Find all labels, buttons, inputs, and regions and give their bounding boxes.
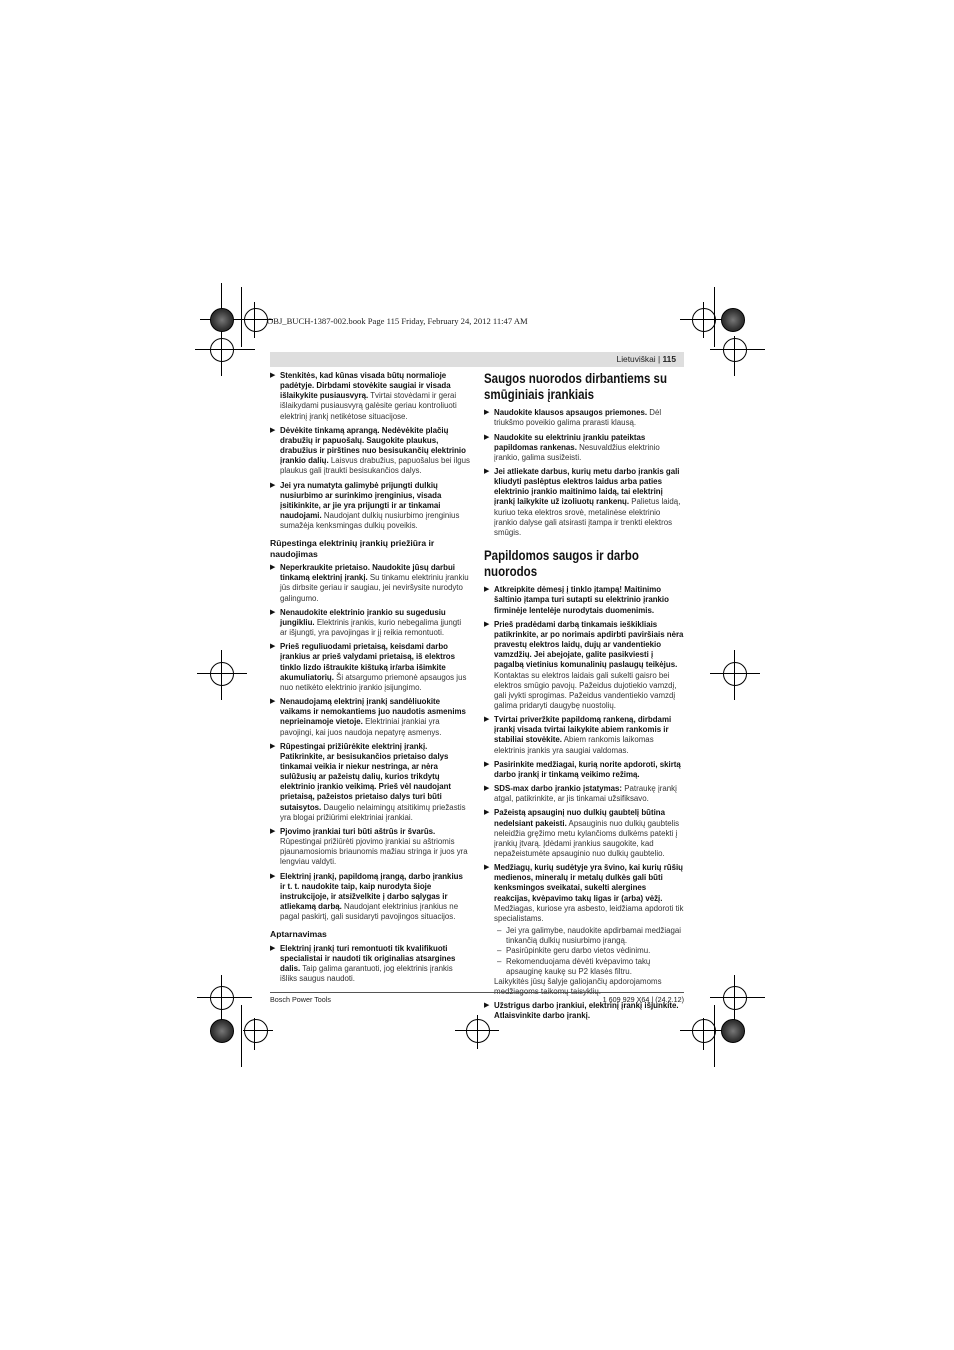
- care-item: [270, 827, 470, 868]
- item-bold-text: Naudokite su elektriniu įrankiu pateiktas papildomas rankenas.: [494, 432, 646, 452]
- item-bold-text: Elektrinį įrankį turi remontuoti tik kvalifikuoti specialistai ir naudoti tik originalias atsargines dalis.: [280, 943, 456, 974]
- note-regulations: Laikykitės jūsų šalyje galiojančių apdorojamoms: [494, 976, 662, 986]
- bullet-arrow-icon: ▶: [270, 698, 276, 706]
- item-normal-text: Rūpestingai prižiūrėti pjovimo įrankiai su aštriomis pjaunamosiomis briaunomis mažiau stringa ir juos yra lengviau valdyti.: [280, 837, 468, 867]
- item-normal-text: Kontaktas su elektros laidais gali sukelti gaisro bei elektros smūgio pavojų. Pažeidus dujotiekio vamzdį, gali įvykti sprogimas. Pažeidus vandentiekio vamzdį galima pridaryti daugybę nuostolių.: [494, 670, 677, 710]
- right-column: [484, 371, 684, 1026]
- additional-item: [484, 620, 684, 711]
- care-item: [270, 608, 470, 638]
- item-bold-text: Užstrigus darbo įrankiui, elektrinį įrankį išjunkite. Atlaisvinkite darbo įrankį.: [494, 1001, 679, 1021]
- crosshair-icon: [210, 986, 234, 1010]
- safety-item: [270, 426, 470, 477]
- item-bold-text: Nenaudojamą elektrinį įrankį sandėliuokite vaikams ir nemokantiems juo naudotis asmenims neprieinamoje vietoje.: [280, 697, 466, 727]
- item-bold-text: Dėvėkite tinkamą aprangą. Nedėvėkite plačių drabužių ir papuošalų. Saugokite plaukus, drabužius ir pirštines nuo besisukančių elektrinio įrankio dalių.: [280, 425, 466, 466]
- item-normal-text: Dėl triukšmo poveikio galima prarasti klausą.: [494, 408, 662, 428]
- item-normal-text: Naudojant dulkių nusiurbimo įrenginius sumažėja kenksmingas dulkių poveikis.: [280, 511, 460, 531]
- care-item: [270, 642, 470, 693]
- item-bold-text: Pažeistą apsauginį nuo dulkių gaubtelį būtina nedelsiant pakeisti.: [494, 808, 665, 828]
- item-normal-text: Daugelio nelaimingų atsitikimų priežastis yra blogai prižiūrimi elektriniai įrankiai.: [280, 802, 466, 822]
- page-header: [270, 352, 684, 367]
- bullet-arrow-icon: ▶: [270, 426, 276, 434]
- item-bold-text: Medžiagų, kurių sudėtyje yra švino, kai kurių rūšių medienos, mineralų ir metalų dulkės gali būti kenksmingos sveikatai, sukelti alergines reakcijas, kvėpavimo takų ligas ir (arba) vėžį.: [494, 863, 683, 903]
- item-normal-text: Naudojant elektrinius įrankius ne pagal paskirtį, gali susidaryti pavojingos situacijos.: [280, 902, 459, 922]
- item-normal-text: Nesuvaldžius elektrinio įrankio, galima susižeisti.: [494, 442, 660, 462]
- item-bold-text: Pasirinkite medžiagai, kurią norite apdoroti, skirtą darbo įrankį ir tinkamą veikimo režimą.: [494, 759, 681, 779]
- bullet-arrow-icon: ▶: [270, 944, 276, 952]
- item-bold-text: Atkreipkite dėmesį į tinklo įtampą! Maitinimo šaltinio įtampa turi sutapti su elektrinio įrankio firminėje lentelėje nurodytais duomenimis.: [494, 585, 669, 615]
- final-item: [484, 1001, 684, 1021]
- bullet-arrow-icon: ▶: [484, 809, 490, 817]
- dash-bullet-icon: –: [497, 956, 502, 966]
- footer-code: 1 609 929 X64 | (24.2.12): [602, 995, 684, 1004]
- additional-item: [484, 715, 684, 756]
- item-bold-text: Jei yra numatyta galimybė prijungti dulkių nusiurbimo ar surinkimo įrenginius, visada įsitikinkite, ar jie yra prijungti ir ar tinkamai naudojami.: [280, 480, 442, 521]
- crosshair-icon: [210, 338, 234, 362]
- additional-item: [484, 585, 684, 615]
- item-bold-text: Naudokite klausos apsaugos priemones.: [494, 408, 648, 418]
- crosshair-icon: [692, 308, 716, 332]
- dash-item-text: Jei yra galimybe, naudokite apdirbamai medžiagai tinkančią dulkių nusiurbimo įrangą.: [506, 926, 682, 946]
- left-column: [270, 371, 470, 988]
- header-language: Lietuviškai: [616, 354, 656, 364]
- care-item: [270, 872, 470, 923]
- safety-item: [270, 481, 470, 532]
- crosshair-icon: [723, 662, 747, 686]
- dash-list-item: [484, 957, 684, 977]
- item-bold-text: Pjovimo įrankiai turi būti aštrūs ir švarūs.: [280, 826, 436, 836]
- bullet-arrow-icon: ▶: [270, 742, 276, 750]
- dash-list-item: [484, 946, 684, 956]
- footer-rule: [270, 992, 684, 993]
- heading-additional-instructions: Papildomos saugos ir darbo nuorodos: [484, 548, 639, 579]
- item-normal-text: Patraukę įrankį atgal, patikrinkite, ar jis tinkamai užsifiksavo.: [494, 784, 677, 804]
- crosshair-icon: [210, 662, 234, 686]
- item-normal-text: Laisvus drabužius, papuošalus bei ilgus plaukus gali įtraukti besisukančios dalys.: [280, 456, 470, 476]
- item-normal-text: Abiem rankomis laikomas elektrinis įrankis yra saugiai valdomas.: [494, 735, 654, 755]
- bullet-arrow-icon: ▶: [484, 760, 490, 768]
- impact-item: [484, 467, 684, 538]
- additional-item: [484, 863, 684, 924]
- item-bold-text: SDS-max darbo įrankio įstatymas:: [494, 784, 623, 794]
- bullet-arrow-icon: ▶: [484, 467, 490, 475]
- item-bold-text: Jei atliekate darbus, kurių metu darbo įrankis gali kliudyti paslėptus elektros laidus arba paties elektrinio įrankio maitinimo laidą, tai elektrinį įrankį laikykite už izoliuotų rankenų.: [494, 466, 680, 507]
- footer-brand: Bosch Power Tools: [270, 995, 331, 1004]
- section-care-title: Rūpestinga elektrinių įrankių priežiūra ir naudojimas: [270, 538, 435, 559]
- impact-item: [484, 408, 684, 428]
- dash-item-text: Pasirūpinkite geru darbo vietos vėdinimu.: [506, 946, 651, 956]
- service-item: [270, 944, 470, 985]
- bullet-arrow-icon: ▶: [484, 433, 490, 441]
- bullet-arrow-icon: ▶: [484, 1002, 490, 1010]
- heading-impact-tools: Saugos nuorodos dirbantiems su smūginiais įrankiais: [484, 371, 668, 402]
- dash-bullet-icon: –: [497, 946, 502, 956]
- dash-bullet-icon: –: [497, 926, 502, 936]
- crosshair-icon: [723, 338, 747, 362]
- item-normal-text: Su tinkamu elektriniu įrankiu jūs dirbsite geriau ir saugiau, jei neviršysite nurodyto galingumo.: [280, 573, 469, 603]
- crosshair-icon: [692, 1019, 716, 1043]
- registration-dot-icon: [210, 308, 234, 332]
- item-normal-text: Ši atsargumo priemonė apsaugos jus nuo netikėto elektrinio įrankio įsijungimo.: [280, 672, 467, 692]
- bullet-arrow-icon: ▶: [484, 864, 490, 872]
- bullet-arrow-icon: ▶: [270, 827, 276, 835]
- item-bold-text: Prieš pradėdami darbą tinkamais ieškikliais patikrinkite, ar po norimais apdirbti paviršiais nėra pravestų elektros laidų, dujų ar vandentiekio vamzdžių. Jei abejojate, galite pasikviesti į pagalbą vietinius komunalinių paslaugų teikėjus.: [494, 619, 684, 670]
- item-normal-text: Apsauginis nuo dulkių gaubtelis neleidžia gręžimo metu kylančioms dulkėms patekti į įrankių įtvarą. Įdėdami įrankius saugokite, kad nepažeistumėte apsauginio nuo dulkių gaubtelio.: [494, 818, 680, 858]
- header-separator: |: [657, 354, 661, 364]
- item-bold-text: Stenkitės, kad kūnas visada būtų normalioje padėtyje. Dirbdami stovėkite saugiai ir visada išlaikykite pusiausvyrą.: [280, 371, 451, 401]
- item-bold-text: Tvirtai priveržkite papildomą rankeną, dirbdami įrankį visada tvirtai laikykite abiem rankomis ir stabiliai stovėkite.: [494, 715, 672, 745]
- bullet-arrow-icon: ▶: [270, 643, 276, 651]
- dash-item-text: Rekomenduojama dėvėti kvėpavimo takų apsauginę kaukę su P2 klasės filtru.: [506, 956, 651, 976]
- crosshair-icon: [244, 1019, 268, 1043]
- additional-item: [484, 808, 684, 859]
- bullet-arrow-icon: ▶: [484, 620, 490, 628]
- care-item: [270, 563, 470, 604]
- item-normal-text: Palietus laidą, kuriuo teka elektros srovė, metalinėse elektrinio įrankio dalyse gali atsirasti įtampa ir trenkti elektros smūgis.: [494, 497, 681, 537]
- impact-item: [484, 433, 684, 463]
- safety-item: [270, 371, 470, 422]
- item-bold-text: Neperkraukite prietaiso. Naudokite jūsų darbui tinkamą elektrinį įrankį.: [280, 563, 455, 583]
- item-bold-text: Elektrinį įrankį, papildomą įrangą, darbo įrankius ir t. t. naudokite taip, kaip nurodyta šioje instrukcijoje, ir atsižvelkite į darbo sąlygas ir atliekamą darbą.: [280, 871, 463, 911]
- item-bold-text: Prieš reguliuodami prietaisą, keisdami darbo įrankius ar prieš valydami prietaisą, iš elektros tinklo lizdo ištraukite kištuką ir/arba išimkite akumuliatorių.: [280, 642, 456, 682]
- bullet-arrow-icon: ▶: [270, 372, 276, 379]
- item-bold-text: Nenaudokite elektrinio įrankio su sugedusiu jungikliu.: [280, 607, 446, 627]
- registration-dot-icon: [210, 1019, 234, 1043]
- file-info: OBJ_BUCH-1387-002.book Page 115 Friday, February 24, 2012 11:47 AM: [267, 316, 528, 326]
- registration-dot-icon: [721, 308, 745, 332]
- bullet-arrow-icon: ▶: [270, 564, 276, 572]
- section-service-title: Aptarnavimas: [270, 929, 327, 940]
- item-bold-text: Rūpestingai prižiūrėkite elektrinį įrankį. Patikrinkite, ar besisukančios prietaiso dalys tinkamai veikia ir niekur nestringa, ar nėra sulūžusių ar pažeistų dalių, kurios trikdytų elektrinio įrankio veikimą. Prieš vėl naudojant prietaisą, pažeistos prietaiso dalys turi būti sutaisytos.: [280, 741, 452, 812]
- bullet-arrow-icon: ▶: [484, 586, 490, 594]
- bullet-arrow-icon: ▶: [270, 481, 276, 489]
- care-item: [270, 742, 470, 823]
- item-normal-text: Medžiagas, kuriose yra asbesto, leidžiama apdoroti tik specialistams.: [494, 903, 684, 923]
- item-normal-text: Elektriniai įrankiai yra pavojingi, kai juos naudoja nepatyrę asmenys.: [280, 717, 442, 737]
- registration-dot-icon: [721, 1019, 745, 1043]
- item-normal-text: Tvirtai stovėdami ir gerai išlaikydami pusiausvyrą galėsite geriau kontroliuoti elektrinį įrankį netikėtose situacijose.: [280, 391, 457, 421]
- bullet-arrow-icon: ▶: [270, 872, 276, 880]
- bullet-arrow-icon: ▶: [484, 785, 490, 793]
- crosshair-icon: [723, 986, 747, 1010]
- item-normal-text: Elektrinis įrankis, kurio nebegalima įjungti ar išjungti, yra pavojingas ir jį reikia remontuoti.: [280, 617, 462, 638]
- dash-list-item: [484, 926, 684, 946]
- additional-item: [484, 784, 684, 804]
- crosshair-icon: [244, 308, 268, 332]
- bullet-arrow-icon: ▶: [484, 716, 490, 724]
- bullet-arrow-icon: ▶: [270, 608, 276, 616]
- bullet-arrow-icon: ▶: [484, 409, 490, 417]
- care-item: [270, 697, 470, 738]
- page-number: 115: [662, 354, 676, 364]
- additional-item: [484, 760, 684, 780]
- item-normal-text: Taip galima garantuoti, jog elektrinis įrankis išliks saugus naudoti.: [280, 964, 453, 984]
